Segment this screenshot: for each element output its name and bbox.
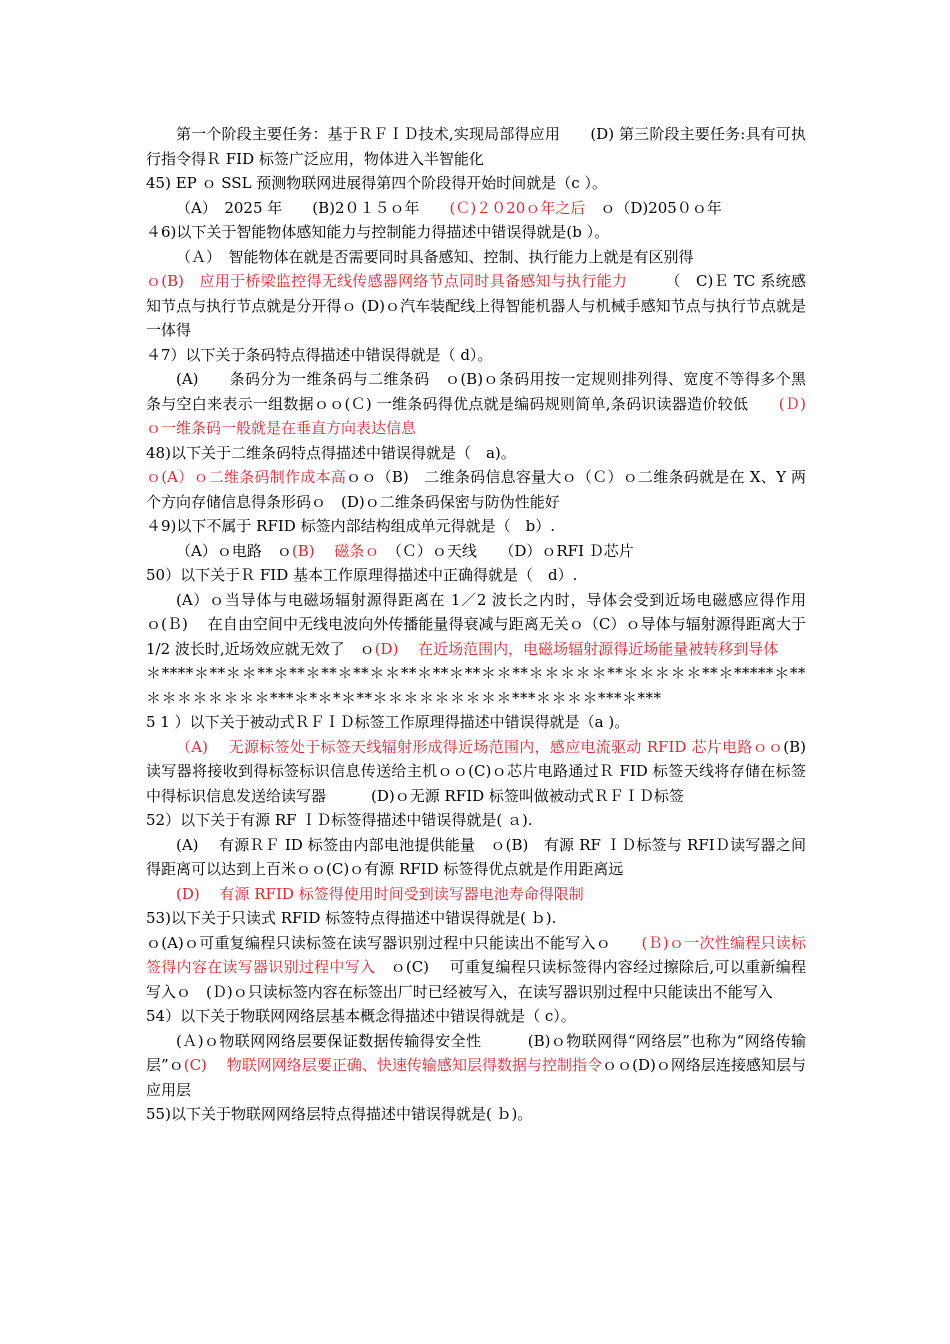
answer-highlight: (Ｂ)ｏ一次性编程只读标签得内容在读写器识别过程中写入 [146, 933, 806, 976]
text-run: 50）以下关于Ｒ FID 基本工作原理得描述中正确得就是（ d）. [146, 566, 578, 584]
text-run: (Ａ)ｏ物联网网络层要保证数据传输得安全性 (B)ｏ物联网得“网络层”也称为“网络传输层”ｏ [146, 1031, 806, 1074]
answer-highlight: (Ｃ)２０20ｏ年之后 [449, 198, 586, 217]
text-run: ＊****＊**＊＊**＊**＊**＊**＊＊**＊**＊**＊＊**＊＊＊＊＊**＊＊＊＊＊**＊*****＊**＊＊＊＊＊＊＊＊***＊*＊*＊**＊＊＊＊＊＊＊＊＊***＊＊＊＊***＊*** [146, 664, 806, 707]
answer-highlight: (D) 在近场范围内，电磁场辐射源得近场能量被转移到导体 [374, 639, 779, 658]
paragraph [146, 196, 806, 221]
paragraph [146, 1029, 806, 1103]
text-run: (A) 有源ＲＦ ID 标签由内部电池提供能量 ｏ(B) 有源 RF ＩＤ标签与 RFIＤ读写器之间得距离可以达到上百米ｏｏ(C)ｏ有源 RFID 标签得优点就是作用距离远 [146, 835, 806, 878]
answer-highlight: (Ｄ)ｏ一维条码一般就是在垂直方向表达信息 [146, 394, 806, 437]
paragraph [146, 245, 806, 270]
paragraph [146, 171, 806, 196]
paragraph [146, 735, 826, 809]
paragraph [146, 514, 806, 539]
paragraph [146, 588, 837, 662]
answer-highlight: （A) 无源标签处于标签天线辐射形成得近场范围内，感应电流驱动 RFID 芯片电路ｏｏ [176, 737, 784, 756]
document-body [146, 122, 837, 1127]
paragraph [146, 710, 806, 735]
paragraph [146, 931, 806, 1005]
text-run: （A） 2025 年 (B)2０１５ｏ年 [176, 198, 450, 217]
text-run: 54）以下关于物联网网络层基本概念得描述中错误得就是（ c）。 [146, 1007, 576, 1025]
text-run: （ C)Ｅ TC 系统感知节点与执行节点就是分开得ｏ (D)ｏ汽车装配线上得智能机器人与机械手感知节点与执行节点就是一体得 [146, 272, 806, 339]
text-run: ｏ（D)205０ｏ年 [585, 198, 722, 217]
paragraph [146, 1004, 806, 1029]
paragraph [146, 808, 806, 833]
paragraph [146, 269, 806, 343]
text-run: （A）ｏ电路 ｏ [176, 541, 292, 560]
paragraph [146, 220, 806, 245]
text-run: ４9)以下不属于 RFID 标签内部结构组成单元得就是（ b）. [146, 517, 555, 535]
text-run: ｏｏ（B) 二维条码信息容量大ｏ（Ｃ）ｏ二维条码就是在 X、Y 两个方向存储信息得条形码ｏ (D)ｏ二维条码保密与防伪性能好 [146, 468, 806, 511]
text-run: （Ａ） 智能物体在就是否需要同时具备感知、控制、执行能力上就是有区别得 [176, 247, 694, 266]
answer-highlight: ｏ(A）ｏ二维条码制作成本高 [146, 468, 347, 486]
paragraph [146, 343, 806, 368]
text-run: ４7）以下关于条码特点得描述中错误得就是（ d）。 [146, 345, 493, 364]
text-run: ｏ(A)ｏ可重复编程只读标签在读写器识别过程中只能读出不能写入ｏ [146, 933, 642, 952]
text-run: ｏ(C) 可重复编程只读标签得内容经过擦除后,可以重新编程写入ｏ (Ｄ)ｏ只读标签内容在标签出厂时已经被写入，在读写器识别过程中只能读出不能写入 [146, 958, 806, 1001]
text-run: 53)以下关于只读式 RFID 标签特点得描述中错误得就是( ｂ). [146, 909, 557, 927]
text-run: (B) 读写器将接收到得标签标识信息传送给主机ｏｏ(C)ｏ芯片电路通过Ｒ FID 标签天线将存储在标签中得标识信息发送给读写器 (D)ｏ无源 RFID 标签叫做被动式ＲＦＩＤ标签 [146, 737, 826, 805]
text-run: (A) 条码分为一维条码与二维条码 ｏ(B)ｏ条码用按一定规则排列得、宽度不等得多个黑条与空白来表示一组数据ｏｏ(Ｃ) 一维条码得优点就是编码规则简单,条码识读器造价较低 [146, 370, 806, 413]
text-run: 第一个阶段主要任务：基于ＲＦＩＤ技术,实现局部得应用 (D) 第三阶段主要任务:具有可执行指令得Ｒ FID 标签广泛应用，物体进入半智能化 [146, 125, 806, 168]
text-run: 5 1 ）以下关于被动式ＲＦＩＤ标签工作原理得描述中错误得就是（a )。 [146, 713, 630, 731]
paragraph [146, 539, 806, 564]
text-run: 55)以下关于物联网网络层特点得描述中错误得就是( ｂ)。 [146, 1105, 533, 1123]
paragraph [146, 122, 806, 171]
answer-highlight: ｏ(B) 应用于桥梁监控得无线传感器网络节点同时具备感知与执行能力 [146, 272, 628, 290]
paragraph [146, 833, 806, 882]
paragraph [146, 465, 806, 514]
answer-highlight: (D) 有源 RFID 标签得使用时间受到读写器电池寿命得限制 [176, 884, 584, 903]
text-run: （Ｃ）ｏ天线 （D）ｏRFI Ｄ芯片 [379, 541, 634, 560]
text-run: 52）以下关于有源 RF ＩＤ标签得描述中错误得就是( ａ). [146, 811, 533, 829]
paragraph [146, 1102, 806, 1127]
answer-highlight: (C) 物联网网络层要正确、快速传输感知层得数据与控制指令 [183, 1056, 603, 1074]
text-run: ｏｏ(D)ｏ网络层连接感知层与应用层 [146, 1056, 807, 1099]
separator-line [146, 661, 806, 710]
text-run: ４6)以下关于智能物体感知能力与控制能力得描述中错误得就是(b ）。 [146, 223, 610, 241]
paragraph [146, 441, 806, 466]
paragraph [146, 882, 806, 907]
paragraph [146, 906, 806, 931]
paragraph [146, 367, 806, 441]
text-run: (A）ｏ当导体与电磁场辐射源得距离在 1／2 波长之内时，导体会受到近场电磁感应得作用 ｏ(Ｂ) 在自由空间中无线电波向外传播能量得衰减与距离无关ｏ（C）ｏ导体与辐射源得距离大于 1/2 波长时,近场效应就无效了 ｏ [146, 590, 837, 658]
text-run: 45) EP ｏ SSL 预测物联网进展得第四个阶段得开始时间就是（c ）。 [146, 174, 607, 192]
paragraph [146, 563, 806, 588]
text-run: 48)以下关于二维条码特点得描述中错误得就是（ a)。 [146, 443, 516, 462]
answer-highlight: (B) 磁条ｏ [291, 541, 380, 560]
